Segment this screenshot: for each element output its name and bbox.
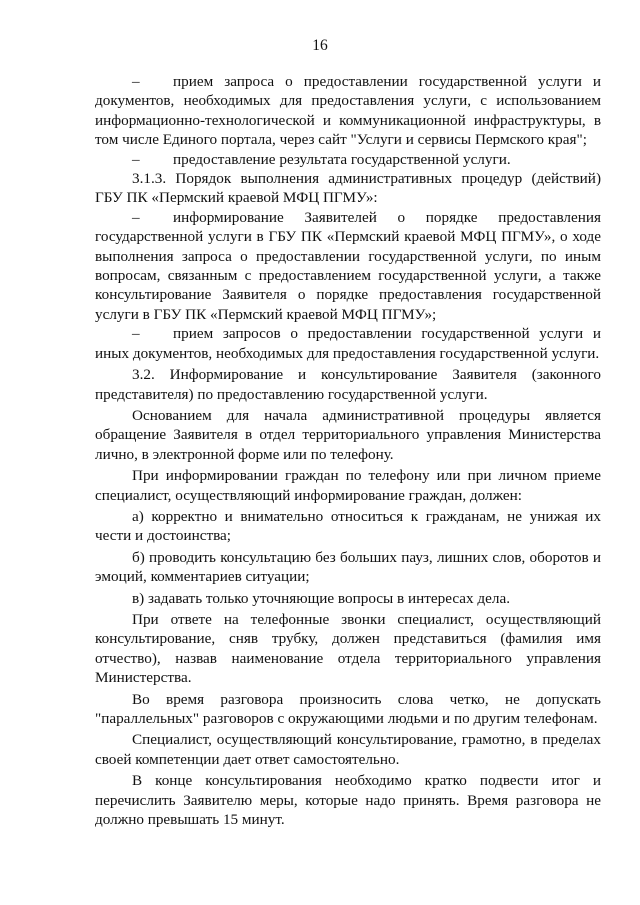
bullet-dash: – [132,325,140,343]
paragraph: б) проводить консультацию без больших пауз, лишних слов, оборотов и эмоций, комментариев ситуации; [95,548,601,586]
paragraph: 3.1.3. Порядок выполнения административных процедур (действий) ГБУ ПК «Пермский краевой МФЦ ПГМУ»: [95,170,601,207]
paragraph: Специалист, осуществляющий консультирование, грамотно, в пределах своей компетенции дает ответ самостоятельно. [95,731,601,768]
document-body [95,72,601,829]
paragraph: При информировании граждан по телефону или при личном приеме специалист, осуществляющий информирование граждан, должен: [95,467,601,504]
paragraph: При ответе на телефонные звонки специалист, осуществляющий консультирование, сняв трубку, должен представиться (фамилия имя отчество), назвав наименование отдела территориального управления Министерства. [95,610,601,687]
paragraph: Основанием для начала административной процедуры является обращение Заявителя в отдел территориального управления Министерства лично, в электронной форме или по телефону. [95,406,601,463]
paragraph: Во время разговора произносить слова четко, не допускать "параллельных" разговоров с окружающими людьми и по другим телефонам. [95,690,601,727]
paragraph: в) задавать только уточняющие вопросы в интересах дела. [132,589,510,607]
paragraph [95,324,601,363]
paragraph [95,72,601,150]
bullet-dash: – [132,150,140,168]
paragraph: В конце консультирования необходимо кратко подвести итог и перечислить Заявителю меры, которые надо принять. Время разговора не должно превышать 15 минут. [95,772,601,829]
paragraph [95,150,601,169]
page-number: 16 [312,37,328,54]
paragraph [95,208,601,324]
paragraph-text: информирование Заявителей о порядке предоставления государственной услуги в ГБУ ПК «Пермский краевой МФЦ ПГМУ», о ходе выполнения запроса о предоставлении государственной услуги, по иным вопросам, связанным с предоставлением государственной услуги, а также консультирование Заявителя о порядке предоставления государственной услуги в ГБУ ПК «Пермский краевой МФЦ ПГМУ»; [95,208,601,323]
paragraph-text: прием запроса о предоставлении государственной услуги и документов, необходимых для предоставления услуги, с использованием информационно-технологической и коммуникационной инфраструктуры, в том числе Единого портала, через сайт "Услуги и сервисы Пермского края"; [95,73,601,149]
bullet-dash: – [132,73,140,90]
paragraph-text: прием запросов о предоставлении государственной услуги и иных документов, необходимых для предоставления государственной услуги. [95,325,601,362]
paragraph: а) корректно и внимательно относиться к гражданам, не унижая их чести и достоинства; [95,507,601,545]
bullet-dash: – [132,208,140,226]
paragraph-text: предоставление результата государственной услуги. [173,150,511,168]
paragraph: 3.2. Информирование и консультирование Заявителя (законного представителя) по предоставлению государственной услуги. [95,366,601,403]
